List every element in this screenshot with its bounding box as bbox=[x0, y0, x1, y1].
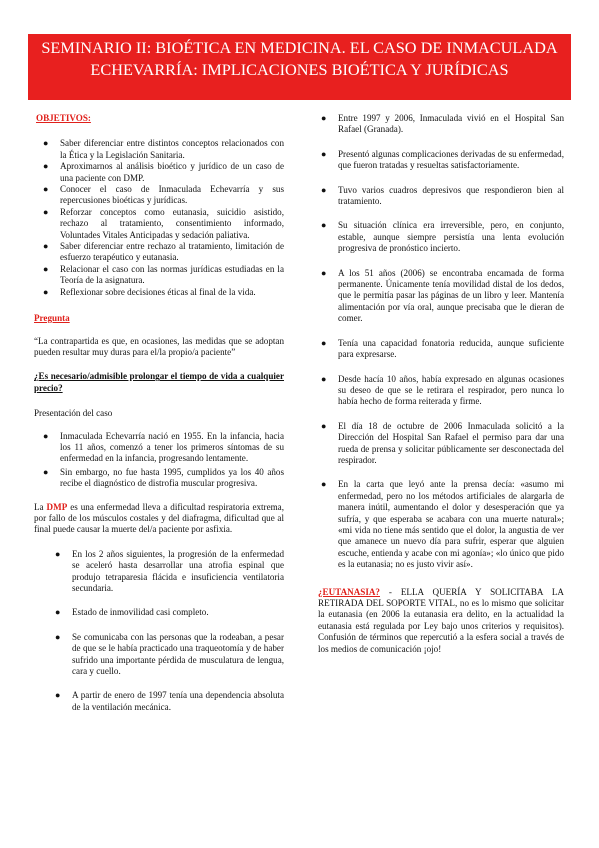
bullet-icon: ● bbox=[43, 184, 49, 195]
bullet-icon: ● bbox=[321, 420, 327, 431]
list-item: ● Reflexionar sobre decisiones éticas al final de la vida. bbox=[43, 286, 256, 297]
list-item: ● Reforzar conceptos como eutanasia, suicidio asistido, rechazo al tratamiento, consentimiento informado, Voluntades Vitales Anticipadas y sedación paliativa. bbox=[43, 206, 284, 240]
list-item: ● Aproximarnos al análisis bioético y jurídico de un caso de una paciente con DMP. bbox=[43, 161, 284, 183]
presentacion-heading: Presentación del caso bbox=[34, 408, 113, 419]
bullet-icon: ● bbox=[43, 206, 49, 217]
bullet-icon: ● bbox=[43, 161, 49, 172]
bullet-icon: ● bbox=[321, 113, 327, 123]
list-item: ● Su situación clínica era irreversible, pero, en conjunto, estable, aunque siempre persistía una lenta evolución progresiva de pronóstico incierto. bbox=[321, 220, 564, 254]
bullet-icon: ● bbox=[321, 220, 327, 231]
bullet-icon: ● bbox=[43, 138, 49, 149]
list-item: ● Tenía una capacidad fonatoria reducida, aunque suficiente para expresarse. bbox=[321, 337, 564, 360]
list-item: ● Presentó algunas complicaciones derivadas de su enfermedad, que fueron tratadas y resueltas satisfactoriamente. bbox=[321, 148, 564, 171]
eutanasia-paragraph: ¿EUTANASIA? - ELLA QUERÍA Y SOLICITABA LA RETIRADA DEL SOPORTE VITAL, no es lo mismo que solicitar la eutanasia (en 2006 la eutanasia era delito, en la actualidad la eutanasia está regulada por Ley bajo unos criterios y requisitos). Confusión de términos que repercutió a la esfera social a través de los medios de comunicación ¡ojo! bbox=[318, 586, 564, 654]
left-column bbox=[34, 113, 284, 713]
bullet-icon: ● bbox=[321, 267, 327, 278]
bullet-icon: ● bbox=[43, 430, 49, 441]
quote-text: “La contrapartida es que, en ocasiones, las medidas que se adoptan pueden resultar muy duras para el/la propio/a paciente” bbox=[34, 335, 284, 357]
objetivos-heading: OBJETIVOS: bbox=[36, 113, 91, 123]
list-item: ● En los 2 años siguientes, la progresión de la enfermedad se aceleró hasta desarrollar una atrofia espinal que produjo tetraparesia flácida e insuficiencia ventilatoria secundaria. bbox=[55, 548, 284, 593]
list-item: ● A partir de enero de 1997 tenía una dependencia absoluta de la ventilación mecánica. bbox=[55, 690, 284, 712]
bullet-icon: ● bbox=[321, 373, 327, 384]
bullet-icon: ● bbox=[55, 631, 61, 642]
bullet-icon: ● bbox=[321, 337, 327, 348]
list-item: ● Saber diferenciar entre rechazo al tratamiento, limitación de esfuerzo terapéutico y eutanasia. bbox=[43, 241, 284, 263]
document-title: SEMINARIO II: BIOÉTICA EN MEDICINA. EL CASO DE INMACULADA ECHEVARRÍA: IMPLICACIONES BIOÉTICA Y JURÍDICAS bbox=[41, 38, 558, 79]
bullet-icon: ● bbox=[321, 479, 327, 490]
list-item: ● Relacionar el caso con las normas jurídicas estudiadas en la Teoría de la asignatura. bbox=[43, 263, 284, 286]
case-details-list bbox=[318, 113, 564, 571]
bullet-icon: ● bbox=[55, 690, 61, 701]
list-item: ● Entre 1997 y 2006, Inmaculada vivió en el Hospital San Rafael (Granada). bbox=[321, 113, 564, 135]
bullet-icon: ● bbox=[43, 263, 49, 274]
bullet-icon: ● bbox=[321, 184, 327, 195]
question-text: ¿Es necesario/admisible prolongar el tiempo de vida a cualquier precio? bbox=[34, 371, 284, 393]
list-item: ● En la carta que leyó ante la prensa decía: «asumo mi enfermedad, pero no los métodos artificiales de alargarla de manera inútil, aumentando el dolor y desesperación que ya sufría, y que esperaba se acabara con una muerte natural»; «mi vida no tiene más sentido que el dolor, la angustia de ver que amanece un nuevo día para sufrir, esperar que alguien escuche, entienda y acabe con mi agonía»; «lo único que pido es la eutanasia; no es justo vivir así». bbox=[321, 479, 564, 570]
list-item: ● Sin embargo, no fue hasta 1995, cumplidos ya los 40 años recibe el diagnóstico de distrofia muscular progresiva. bbox=[43, 466, 284, 489]
list-item: ● Inmaculada Echevarría nació en 1955. En la infancia, hacia los 11 años, comenzó a tener los primeros síntomas de su enfermedad en la infancia, progresando lentamente. bbox=[43, 430, 284, 464]
pregunta-heading: Pregunta bbox=[34, 313, 70, 324]
caso-list-2 bbox=[52, 549, 284, 713]
list-item: ● El día 18 de octubre de 2006 Inmaculada solicitó a la Dirección del Hospital San Rafael el permiso para dar una rueda de prensa y solicitar públicamente ser desconectada del respirador. bbox=[321, 420, 564, 465]
bullet-icon: ● bbox=[55, 548, 61, 559]
list-item: ● Estado de inmovilidad casi completo. bbox=[55, 607, 209, 618]
caso-list-1 bbox=[40, 431, 284, 490]
right-column bbox=[318, 113, 564, 655]
dmp-paragraph: La DMP es una enfermedad lleva a dificultad respiratoria extrema, por fallo de los músculos costales y del diafragma, dificultad que al final puede causar la muerte del/a paciente por asfixia. bbox=[34, 501, 284, 535]
bullet-icon: ● bbox=[321, 148, 327, 159]
bullet-icon: ● bbox=[55, 607, 61, 618]
bullet-icon: ● bbox=[43, 286, 49, 297]
list-item: ● Saber diferenciar entre distintos conceptos relacionados con la Ética y la Legislación Sanitaria. bbox=[43, 138, 284, 160]
dmp-term: DMP bbox=[46, 501, 68, 512]
list-item: ● Tuvo varios cuadros depresivos que respondieron bien al tratamiento. bbox=[321, 184, 564, 207]
eutanasia-heading: ¿EUTANASIA? bbox=[318, 586, 380, 597]
title-banner bbox=[28, 34, 571, 100]
objetivos-list bbox=[40, 138, 284, 298]
list-item: ● A los 51 años (2006) se encontraba encamada de forma permanente. Únicamente tenía movilidad distal de los dedos, que le permitía pasar las páginas de un libro y leer. Mantenía alimentación por vía oral, aunque precisaba que le dieran de comer. bbox=[321, 267, 564, 324]
list-item: ● Se comunicaba con las personas que la rodeaban, a pesar de que se le había practicado una traqueotomía y de haber sufrido una importante pérdida de musculatura de lengua, cara y cuello. bbox=[55, 631, 284, 677]
list-item: ● Conocer el caso de Inmaculada Echevarría y sus repercusiones bioéticas y jurídicas. bbox=[43, 184, 284, 206]
bullet-icon: ● bbox=[43, 466, 49, 477]
list-item: ● Desde hacía 10 años, había expresado en algunas ocasiones su deseo de que se le retirara el respirador, pero nunca lo había hecho de forma reiterada y firme. bbox=[321, 373, 564, 407]
bullet-icon: ● bbox=[43, 241, 49, 252]
